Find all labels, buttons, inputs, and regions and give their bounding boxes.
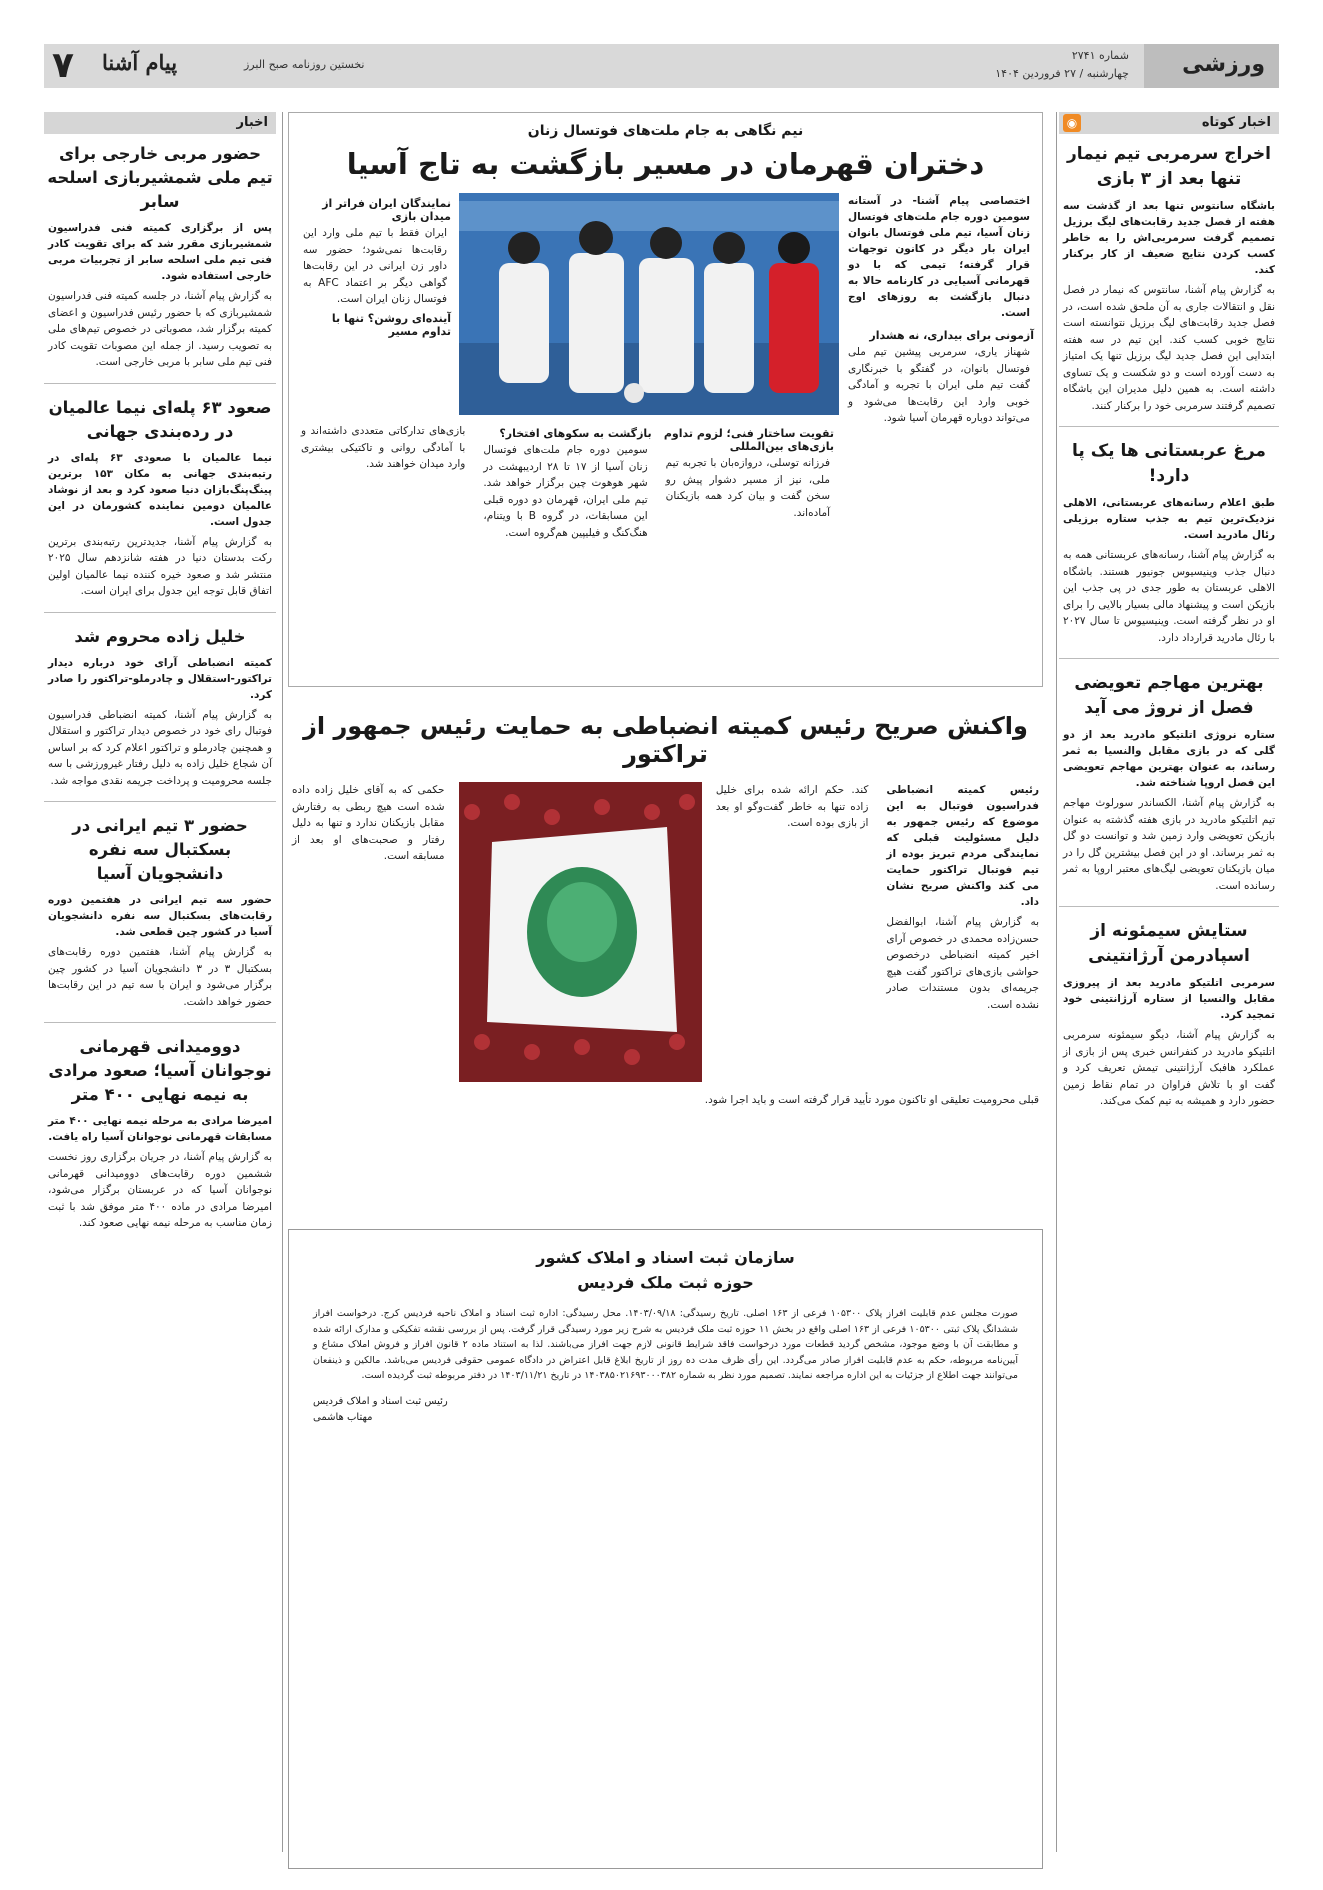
article-body: کند. حکم ارائه شده برای خلیل زاده تنها به خاطر گفت‌وگو او بعد از بازی بوده است. xyxy=(715,784,869,829)
issue-number: شماره ۲۷۴۱ xyxy=(1071,49,1129,62)
signature-name: مهتاب هاشمی xyxy=(313,1411,373,1423)
article-col xyxy=(297,423,469,541)
issue-date: چهارشنبه / ۲۷ فروردین ۱۴۰۴ xyxy=(995,67,1129,80)
article-bottom xyxy=(288,1092,1043,1109)
short-news-header xyxy=(1059,112,1279,134)
article-bottom-columns xyxy=(297,423,834,541)
news-item xyxy=(1059,919,1279,1110)
news-item xyxy=(1059,142,1279,414)
news-item xyxy=(44,396,276,600)
news-body: به گزارش پیام آشنا، الکساندر سورلوث مهاجم تیم اتلتیکو مادرید در بازی هفته گذشته به عنوان بازیکن تعویضی وارد زمین شد و توانست دو گل به ثمر برساند. او در این فصل بیشترین گل را در میان بازیکنان تعویضی لیگ‌های معتبر اروپا به ثمر رسانده است. xyxy=(1063,797,1275,892)
article-subhead: آزمونی برای بیداری، نه هشدار xyxy=(869,329,1034,342)
news-title: مرغ عربستانی ها یک پا دارد! xyxy=(1072,441,1266,486)
section-tab xyxy=(1144,44,1279,88)
news-body: به گزارش پیام آشنا، سانتوس که نیمار در فصل نقل و انتقالات جاری به آن ملحق شده است، ‌در فصل جدید رقابت‌های لیگ برزیل نتوانسته است نتایج خوبی کسب کند. این تیم در سه هفته ابتدایی این فصل جدید لیگ برزیل تنها یک امتیاز به دست آورده است و دو شکست و یک تساوی داشته است. به همین دلیل مدیران این باشگاه تصمیم گرفتند سرمربی خود را برکنار کنند. xyxy=(1063,284,1275,412)
divider xyxy=(1059,906,1279,907)
futsal-team-photo xyxy=(459,193,839,415)
divider xyxy=(1059,426,1279,427)
secondary-article xyxy=(288,712,1043,1217)
article-columns xyxy=(288,782,1043,1082)
lead-article xyxy=(288,112,1043,687)
article-subhead: نمایندگان ایران فراتر از میدان بازی xyxy=(322,197,451,223)
article-subhead: تقویت ساختار فنی؛ لزوم تداوم بازی‌های بین‌المللی xyxy=(663,427,834,453)
news-title: دوومیدانی قهرمانی نوجوانان آسیا؛ صعود مرادی به نیمه نهایی ۴۰۰ متر xyxy=(48,1037,272,1104)
article-text-left xyxy=(299,193,451,340)
news-body: به گزارش پیام آشنا، دیگو سیمئونه سرمربی اتلتیکو مادرید در کنفرانس خبری پس از بازی از عملکرد هافبک آرژانتینی تیمش تعریف کرد و گفت او با تلاش فراوان در تمام نقاط زمین حضور دارد و همیشه به تیم کمک می‌کند. xyxy=(1063,1029,1275,1107)
masthead xyxy=(44,44,1279,88)
article-lead: رئیس کمیته انضباطی فدراسیون فوتبال به این موضوع که رئیس جمهور به دلیل مسئولیت قبلی که نمایندگی مردم تبریز بوده از تیم فوتبال تراکتور حمایت می کند واکنش صریح نشان داد. xyxy=(886,784,1039,908)
news-lead: پس از برگزاری کمیته فنی فدراسیون شمشیربازی مقرر شد که برای تقویت کادر فنی تیم ملی اسلحه سابر از تجربیات مربی خارجی استفاده شود. xyxy=(48,222,272,282)
article-body: ایران فقط با تیم ملی وارد این رقابت‌ها نمی‌شود؛ حضور سه داور زن ایرانی در این رقابت‌ها گواهی دیگر بر اعتماد AFC به فوتسال زنان ایران است. xyxy=(303,227,448,305)
news-label: اخبار xyxy=(236,115,268,130)
article-text-right xyxy=(844,193,1034,427)
news-title: حضور مربی خارجی برای تیم ملی شمشیربازی اسلحه سابر xyxy=(47,144,273,211)
article-body: سومین دوره جام ملت‌های فوتسال زنان آسیا از ۱۷ تا ۲۸ اردیبهشت در شهر هوهوت چین برگزار خواهد شد. تیم ملی ایران، قهرمان دو دوره قبلی این مسابقات، در گروه B با ویتنام، هنگ‌کنگ و فیلیپین هم‌گروه است. xyxy=(483,444,648,539)
notice-office-title: حوزه ثبت ملک فردیس xyxy=(577,1273,754,1292)
article-col xyxy=(479,423,651,541)
news-body: به گزارش پیام آشنا، در جلسه کمیته فنی فدراسیون شمشیربازی که با حضور رئیس فدراسیون و اعضای کمیته برگزار شد، مصوباتی در خصوص تیم‌های ملی به تصویب رسید. از جمله این مصوبات تقویت کادر فنی تیم ملی سابر با مربی خارجی است. xyxy=(48,290,272,368)
column-divider xyxy=(1056,112,1057,1852)
article-body: قبلی محرومیت تعلیقی او تاکنون مورد تأیید قرار گرفته است و باید اجرا شود. xyxy=(704,1094,1039,1106)
section-title: ورزشی xyxy=(1182,52,1265,77)
news-lead: نیما عالمیان با صعودی ۶۳ پله‌ای در رتبه‌بندی جهانی به مکان ۱۵۳ برترین پینگ‌پنگ‌بازان دنیا صعود کرد و بعد از نوشاد عالمیان دومین نماینده کشورمان در این جدول است. xyxy=(48,451,272,528)
news-title: ستایش سیمئونه از اسپادرمن آرژانتینی xyxy=(1088,921,1250,966)
news-title: خلیل زاده محروم شد xyxy=(74,626,246,646)
news-lead: حضور سه تیم ایرانی در هفتمین دوره رقابت‌های بسکتبال سه نفره دانشجویان آسیا در کشور چین قطعی شد. xyxy=(48,894,272,938)
news-body: به گزارش پیام آشنا، جدیدترین رتبه‌بندی برترین رکت بدستان دنیا در هفته شانزدهم سال ۲۰۲۵ منتشر شد و صعود خیره کننده نیما عالمیان اولین اتفاق قابل توجه این جدول برای ایران است. xyxy=(48,535,272,597)
left-column xyxy=(44,112,276,1862)
article-col xyxy=(662,423,834,541)
notice-org-title: سازمان ثبت اسناد و املاک کشور xyxy=(536,1248,795,1267)
stadium-banner-photo xyxy=(459,782,702,1082)
news-body: به گزارش پیام آشنا، در جریان برگزاری روز نخست ششمین دوره رقابت‌های دوومیدانی قهرمانی نوجوانان آسیا که در عربستان برگزار می‌شود، امیرضا مرادی در ماده ۴۰۰ متر موفق شد با ثبت زمان مناسب به مرحله نیمه نهایی صعود کند. xyxy=(48,1151,272,1229)
article-col xyxy=(288,782,449,1082)
news-body: به گزارش پیام آشنا، هفتمین دوره رقابت‌های بسکتبال ۳ در ۳ دانشجویان آسیا در کشور چین برگزار می‌شود و ایران با سه تیم در این رقابت‌ها حضور خواهد داشت. xyxy=(48,946,272,1008)
divider xyxy=(1059,658,1279,659)
signature-title: رئیس ثبت اسناد و املاک فردیس xyxy=(313,1395,448,1407)
rss-icon: ◉ xyxy=(1063,114,1081,132)
news-item xyxy=(44,625,276,790)
article-kicker: نیم نگاهی به جام ملت‌های فوتسال زنان xyxy=(527,123,804,139)
news-lead: طبق اعلام رسانه‌های عربستانی، الاهلی نزدیک‌ترین تیم به جذب ستاره برزیلی رئال مادرید است. xyxy=(1063,497,1275,541)
main-column xyxy=(288,112,1043,1862)
news-title: بهترین مهاجم تعویضی فصل از نروژ می آید xyxy=(1074,673,1264,718)
notice-body: صورت مجلس عدم قابلیت افراز پلاک ۱۰۵۳۰۰ فرعی از ۱۶۳ اصلی. تاریخ رسیدگی: ۱۴۰۳/۰۹/۱۸. محل رسیدگی: اداره ثبت اسناد و املاک ناحیه فردیس کرج. درخواست افراز ششدانگ پلاک ثبتی ۱۰۵۳۰۰ فرعی از ۱۶۳ اصلی واقع در بخش ۱۱ حوزه ثبت ملک فردیس به شرح زیر مورد رسیدگی قرار گرفت. پس از بررسی نقشه تفکیکی و مدارک ارائه شده و مطابقت آن با وضع موجود، مشخص گردید قطعات مورد درخواست فاقد شرایط قانونی لازم جهت افراز می‌باشند. لذا به استناد ماده ۲ قانون افراز و فروش املاک مشاع و آیین‌نامه مربوطه، حکم به عدم قابلیت افراز صادر می‌گردد. این رأی ظرف مدت ده روز از تاریخ ابلاغ قابل اعتراض در دادگاه عمومی حقوقی فردیس می‌باشد. مالکین و ذینفعان می‌توانند جهت اطلاع از جزئیات به این اداره مراجعه نمایند. تصمیم مورد نظر به شماره ۱۴۰۳۸۵۰۲۱۶۹۳۰۰۰۳۸۲ در تاریخ ۱۴۰۳/۱۱/۲۱ در دفتر مربوطه ثبت گردیده است. xyxy=(313,1308,1018,1381)
column-divider xyxy=(282,112,283,1852)
news-lead: ستاره نروژی اتلتیکو مادرید بعد از دو گلی که در بازی مقابل والنسیا به ثمر رساند، به عنوان بهترین مهاجم تعویضی این فصل اروپا شناخته شد. xyxy=(1063,729,1275,789)
divider xyxy=(44,383,276,384)
news-title: اخراج سرمربی تیم نیمار تنها بعد از ۳ بازی xyxy=(1066,144,1271,189)
news-body: به گزارش پیام آشنا، کمیته انضباطی فدراسیون فوتبال رای خود در خصوص دیدار تراکتور و استقلال و همچنین چادرملو و تراکتور اعلام کرد که بر اساس آن شجاع خلیل زاده به دلیل رفتار غیرورزشی با سه جلسه محرومیت و پرداخت جریمه نقدی مواجه شد. xyxy=(48,708,272,787)
news-header xyxy=(44,112,276,134)
newspaper-tagline: نخستین روزنامه صبح البرز xyxy=(244,58,365,71)
notice-signature xyxy=(289,1384,1042,1426)
article-subhead: بازگشت به سکوهای افتخار؟ xyxy=(499,427,652,440)
short-news-label: اخبار کوتاه xyxy=(1201,115,1271,130)
page-number: ۷ xyxy=(52,45,74,86)
divider xyxy=(44,612,276,613)
masthead-logo-area xyxy=(44,44,219,88)
article-body: حکمی که به آقای خلیل زاده داده شده است هیچ ربطی به رفتارش مقابل بازیکنان ندارد و تنها به دلیل رفتار و صحبت‌های او بعد از مسابقه است. xyxy=(291,784,445,862)
news-title: حضور ۳ تیم ایرانی در بسکتبال سه نفره دانشجویان آسیا xyxy=(72,816,248,883)
divider xyxy=(44,801,276,802)
article-subhead: آینده‌ای روشن؟ تنها با تداوم مسیر xyxy=(331,311,451,338)
legal-notice xyxy=(288,1229,1043,1869)
news-body: به گزارش پیام آشنا، رسانه‌های عربستانی همه به دنبال جذب وینیسیوس جونیور هستند. باشگاه الاهلی عربستان به طور جدی در پی جذب این بازیکن است و پیشنهاد مالی بسیار بالایی را برای او در نظر گرفته است. وینیسیوس تا سال ۲۰۲۷ با رئال مادرید قرارداد دارد. xyxy=(1063,549,1275,644)
article-body: بازی‌های تدارکاتی متعددی داشته‌اند و با آمادگی روانی و تاکتیکی بیشتری وارد میدان خواهند شد. xyxy=(301,425,466,470)
article-headline: دختران قهرمان در مسیر بازگشت به تاج آسیا xyxy=(346,147,985,181)
article-headline: واکنش صریح رئیس کمیته انضباطی به حمایت رئیس جمهور از تراکتور xyxy=(303,712,1028,768)
news-item xyxy=(1059,671,1279,894)
news-lead: کمیته انضباطی آرای خود درباره دیدار تراکتور-استقلال و چادرملو-تراکتور را صادر کرد. xyxy=(48,656,272,701)
news-lead: باشگاه سانتوس تنها بعد از گذشت سه هفته از فصل جدید رقابت‌های لیگ برزیل تصمیم گرفت سرمربی‌اش را به خاطر کسب کردن نتایج ضعیف از کار برکنار کند. xyxy=(1063,200,1275,276)
right-column xyxy=(1059,112,1279,1862)
news-item xyxy=(1059,439,1279,646)
divider xyxy=(44,1022,276,1023)
news-item xyxy=(44,1035,276,1232)
article-col xyxy=(882,782,1043,1082)
article-body: به گزارش پیام آشنا، ابوالفضل حسن‌زاده محمدی در خصوص آرای اخیر کمیته انضباطی درخصوص حواشی بازی‌های تراکتور گفت هیچ جریمه‌ای بدون مستندات صادر نشده است. xyxy=(886,916,1039,1011)
news-lead: سرمربی اتلتیکو مادرید بعد از پیروزی مقابل والنسیا از ستاره آرژانتینی خود تمجید کرد. xyxy=(1063,977,1275,1021)
news-item xyxy=(44,814,276,1010)
newspaper-logo: پیام آشنا xyxy=(102,50,178,75)
article-body: فرزانه توسلی، دروازه‌بان با تجربه تیم ملی، نیز از مسیر دشوار پیش رو سخن گفت و بیان کرد همه بازیکنان آماده‌اند. xyxy=(665,457,830,519)
article-col xyxy=(712,782,873,1082)
news-lead: امیرضا مرادی به مرحله نیمه نهایی ۴۰۰ متر مسابقات قهرمانی نوجوانان آسیا راه یافت. xyxy=(48,1115,272,1143)
article-body: شهناز یاری، سرمربی پیشین تیم ملی فوتسال بانوان، در گفتگو با خبرنگاری گفت تیم ملی ایران با تجربه و آمادگی خوبی وارد این رقابت‌ها می‌شود و می‌تواند دوباره قهرمان آسیا شود. xyxy=(848,346,1030,424)
article-lead: اختصاصی پیام آشنا- در آستانه سومین دوره جام ملت‌های فوتسال زنان آسیا، تیم ملی فوتسال بانوان ایران بار دیگر در کانون توجهات قرار گرفته؛ تیمی که با دو قهرمانی آسیایی در کارنامه حالا به دنبال بازگشت به روزهای اوج است. xyxy=(848,195,1030,319)
news-item xyxy=(44,142,276,371)
news-title: صعود ۶۳ پله‌ای نیما عالمیان در رده‌بندی جهانی xyxy=(48,397,272,441)
